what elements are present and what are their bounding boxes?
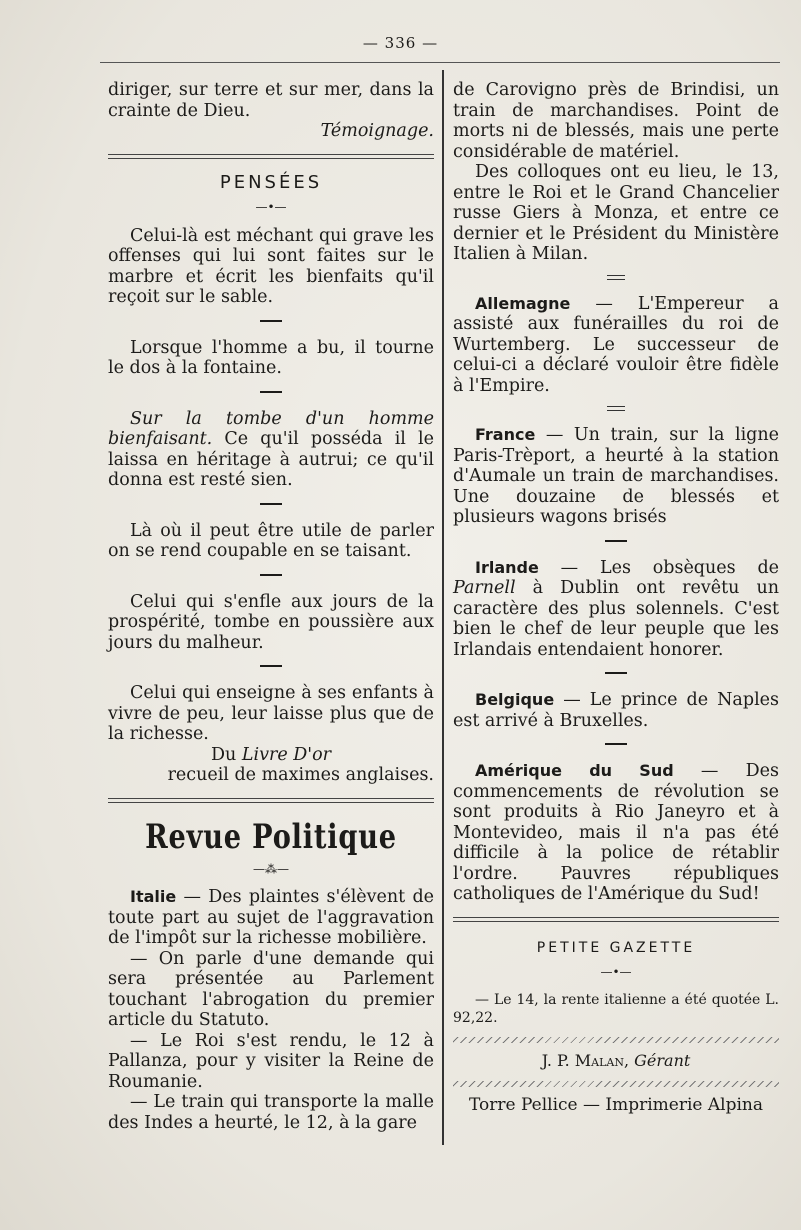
separator (607, 275, 625, 280)
separator (605, 672, 627, 674)
italie-continuation: de Carovigno près de Brindisi, un train de marchandises. Point de morts ni de blessés, mais une perte considérable de matériel. (453, 80, 779, 162)
separator (260, 574, 282, 576)
section-rule (108, 798, 434, 803)
pensee-tombe (108, 409, 434, 491)
separator (605, 743, 627, 745)
petite-gazette (453, 938, 779, 1116)
separator (260, 391, 282, 393)
italie-para-3: — Le Roi s'est rendu, le 12 à Pallanza, pour y visiter la Reine de Roumanie. (108, 1030, 434, 1092)
tombe-text: Ce qu'il posséda il le laissa en héritage à autrui; ce qu'il donna est resté sien. (108, 429, 434, 490)
parnell-name: Parnell (453, 578, 516, 598)
intro-text: diriger, sur terre et sur mer, dans la crainte de Dieu. (108, 80, 434, 121)
separator (605, 540, 627, 542)
italie-para-4: — Le train qui transporte la malle des Indes a heurté, le 12, à la gare (108, 1092, 434, 1133)
belgique-para: Belgique — Le prince de Naples est arrivé à Bruxelles. (453, 690, 779, 731)
gerant-name: J. P. Malan (541, 1050, 624, 1070)
separator (260, 503, 282, 505)
gerant-role: Gérant (634, 1050, 691, 1070)
left-column (108, 80, 434, 1133)
pensee-4: Celui qui s'enfle aux jours de la prospérité, tombe en poussière aux jours du malheur. (108, 591, 434, 653)
italie-para-1: Italie — Des plaintes s'élèvent de toute part au sujet de l'aggravation de l'impôt sur la richesse mobilière. (108, 887, 434, 948)
france-para: France — Un train, sur la ligne Paris-Trèport, a heurté à la station d'Aumale un train de marchandises. Une douzaine de blessés et plusieurs wagons brisés (453, 425, 779, 527)
revue-politique-title: Revue Politique (145, 816, 397, 857)
pensee-1: Celui-là est méchant qui grave les offenses qui lui sont faites sur le marbre et écrit les bienfaits qu'il reçoit sur le sable. (108, 225, 434, 307)
ornament: —•— (600, 965, 632, 979)
gerant-line: J. P. Malan, Gérant (541, 1050, 691, 1070)
allemagne-para: Allemagne — L'Empereur a assisté aux funérailles du roi de Wurtemberg. Le successeur de celui-ci a déclaré vouloir être fidèle à l'Empire. (453, 293, 779, 396)
source-line-1: Du Livre D'or (210, 744, 331, 765)
page-number: — 336 — (362, 34, 439, 52)
petite-gazette-title: PETITE GAZETTE (536, 939, 696, 956)
belgique-label: Belgique (475, 690, 555, 709)
imprimerie-line: Torre Pellice — Imprimerie Alpina (468, 1095, 763, 1115)
italie-para-2: — On parle d'une demande qui sera présentée au Parlement touchant l'abrogation du premier article du Statuto. (108, 948, 434, 1030)
section-rule (108, 154, 434, 159)
irlande-label: Irlande (475, 557, 539, 577)
ornament: —•— (255, 200, 287, 214)
tombe-title: Sur la tombe d'un homme bienfaisant. (108, 408, 434, 449)
separator (260, 320, 282, 322)
amerique-para: Amérique du Sud — Des commencements de révolution se sont produits à Rio Janeyro et à Montevideo, mais il n'a pas été difficile à la police de rétablir l'ordre. Pauvres républiques catholiques de l'Amérique du Sud! (453, 761, 780, 904)
source-line-2: recueil de maximes anglaises. (167, 765, 434, 785)
separator (260, 665, 282, 667)
section-rule (453, 917, 779, 922)
right-column (453, 80, 779, 1116)
separator (607, 406, 625, 411)
pensee-3: Là où il peut être utile de parler on se rend coupable en se taisant. (108, 520, 434, 561)
wavy-rule (453, 1037, 779, 1043)
petite-gazette-text: — Le 14, la rente italienne a été quotée L. 92,22. (453, 991, 779, 1026)
wavy-rule (453, 1081, 779, 1087)
pensees-heading: PENSÉES (219, 171, 323, 193)
ornament: —⁂— (253, 861, 289, 876)
pensee-5: Celui qui enseigne à ses enfants à vivre de peu, leur laisse plus que de la richesse. (108, 683, 434, 744)
top-rule (100, 62, 780, 63)
italie-label: Italie (130, 887, 177, 906)
irlande-para: Irlande — Les obsèques de Parnell à Dublin ont revêtu un caractère des plus solennels. C'est bien le chef de leur peuple que les Irlandais entendaient honorer. (453, 557, 779, 660)
source-book: Livre D'or (241, 744, 331, 765)
allemagne-label: Allemagne (475, 293, 571, 313)
colloques-para: Des colloques ont eu lieu, le 13, entre le Roi et le Grand Chancelier russe Giers à Monza, et entre ce dernier et le Président du Ministère Italien à Milan. (453, 162, 779, 264)
amerique-label: Amérique du Sud (475, 761, 674, 780)
column-divider (442, 70, 444, 1145)
france-label: France (475, 425, 536, 444)
intro-signature: Témoignage. (320, 121, 434, 141)
pensee-2: Lorsque l'homme a bu, il tourne le dos à la fontaine. (108, 337, 434, 378)
